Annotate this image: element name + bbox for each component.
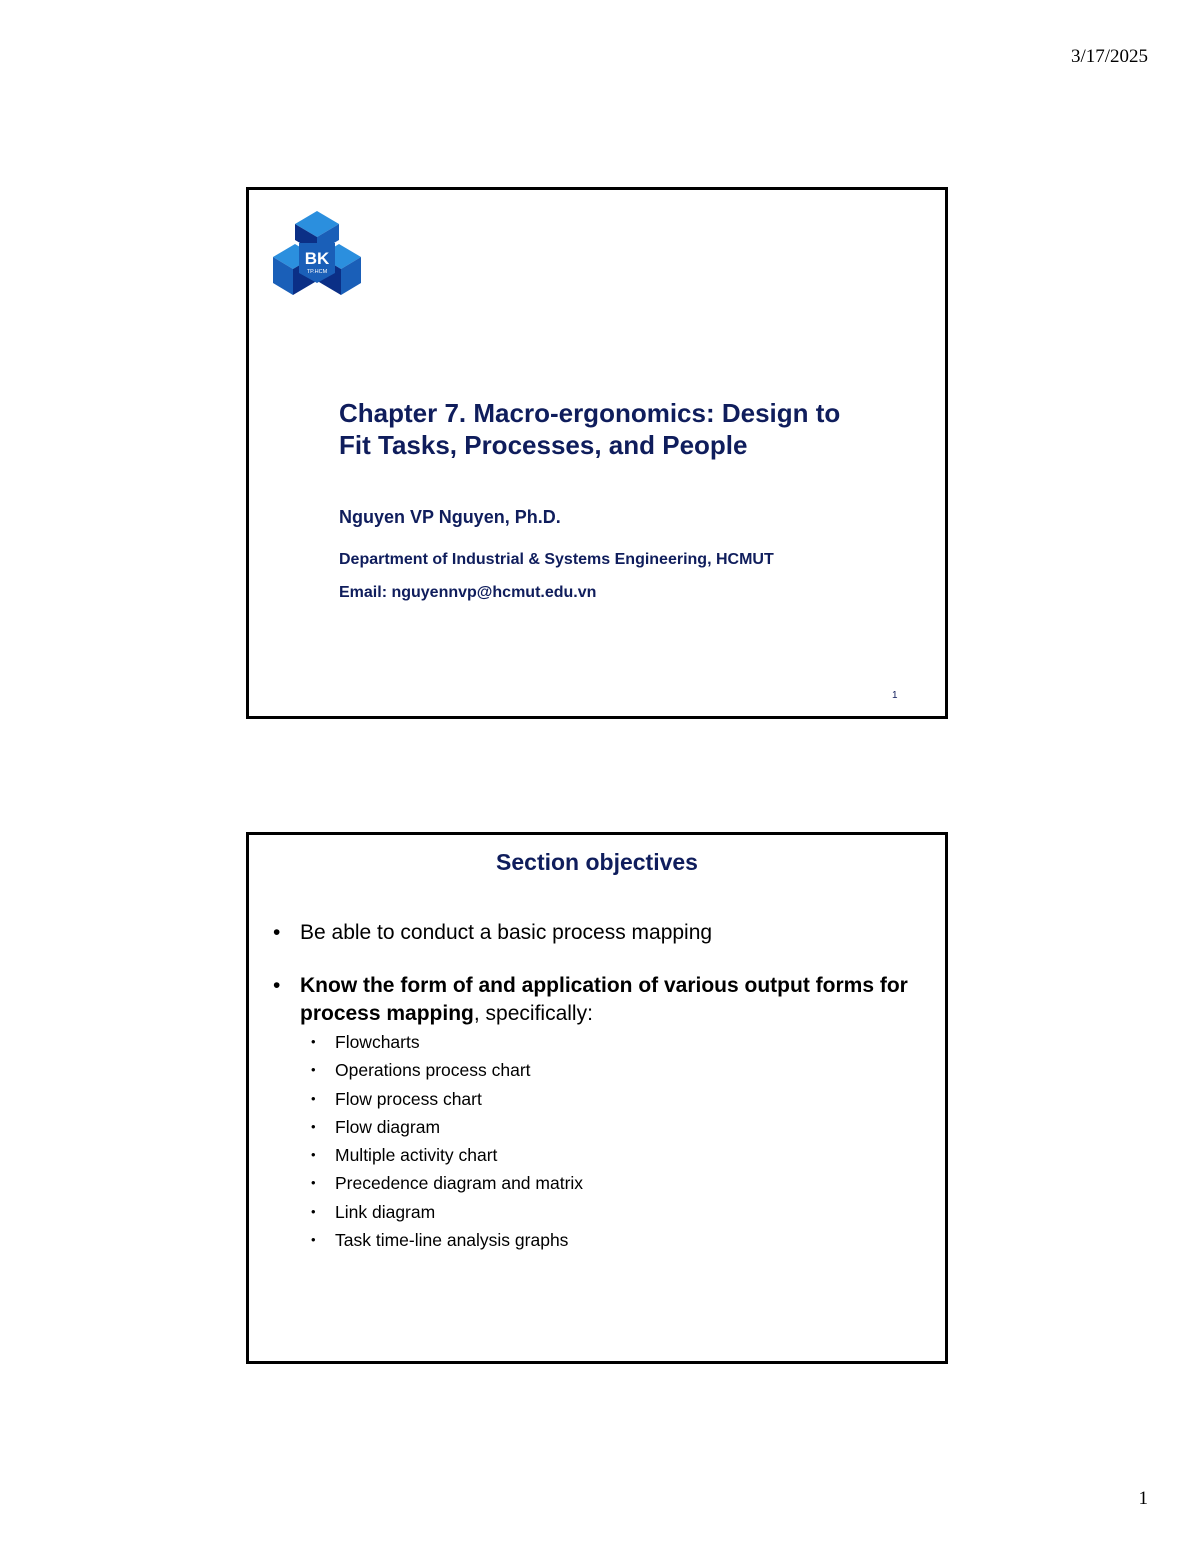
slide-objectives	[246, 832, 948, 1364]
bullet-item	[273, 919, 913, 947]
title-line-1: Chapter 7. Macro-ergonomics: Design to	[339, 398, 841, 428]
bullet-text: Be able to conduct a basic process mapping	[300, 921, 713, 944]
sub-bullet-marker: •	[311, 1118, 316, 1134]
logo-subtext: TP.HCM	[306, 269, 328, 275]
bullet-marker: •	[273, 921, 281, 944]
sub-bullet-marker: •	[311, 1203, 316, 1219]
list-item	[311, 1085, 583, 1113]
list-item	[311, 1056, 583, 1084]
sub-bullet-marker: •	[311, 1175, 316, 1191]
university-logo-icon	[269, 207, 365, 303]
list-item-text: Task time-line analysis graphs	[335, 1230, 569, 1251]
bullet-marker: •	[273, 974, 281, 997]
slide-number: 1	[892, 690, 898, 701]
sub-bullet-marker: •	[311, 1034, 316, 1049]
bullet-bold-text: Know the form of and application of various output forms for process mapping	[300, 974, 908, 1025]
list-item-text: Flowcharts	[335, 1032, 420, 1052]
bullet-text	[300, 972, 913, 1028]
sub-bullet-marker: •	[311, 1147, 316, 1163]
list-item-text: Flow process chart	[335, 1088, 482, 1109]
bullet-rest-text: , specifically:	[473, 1002, 593, 1025]
list-item-text: Precedence diagram and matrix	[335, 1173, 584, 1194]
bullet-item	[273, 972, 913, 1028]
title-line-2: Fit Tasks, Processes, and People	[339, 430, 748, 460]
list-item-text: Operations process chart	[335, 1060, 531, 1081]
list-item	[311, 1226, 583, 1254]
list-item	[311, 1113, 583, 1141]
page-date: 3/17/2025	[1070, 46, 1148, 67]
list-item-text: Flow diagram	[335, 1116, 441, 1137]
section-title: Section objectives	[496, 849, 698, 875]
department: Department of Industrial & Systems Engineering, HCMUT	[339, 551, 774, 568]
slide-title	[246, 187, 948, 719]
list-item	[311, 1028, 583, 1056]
list-item-text: Link diagram	[335, 1201, 436, 1222]
author-name: Nguyen VP Nguyen, Ph.D.	[339, 507, 561, 527]
list-item	[311, 1141, 583, 1169]
sub-bullet-marker: •	[311, 1062, 316, 1078]
page-number: 1	[1138, 1488, 1148, 1509]
slide-title-text	[339, 397, 929, 461]
list-item-text: Multiple activity chart	[335, 1145, 498, 1166]
email: Email: nguyennvp@hcmut.edu.vn	[339, 584, 597, 601]
sub-bullet-marker: •	[311, 1090, 316, 1106]
sub-bullet-list	[311, 1028, 583, 1254]
logo-text: BK	[304, 249, 330, 268]
list-item	[311, 1198, 583, 1226]
list-item	[311, 1169, 583, 1197]
sub-bullet-marker: •	[311, 1232, 316, 1248]
